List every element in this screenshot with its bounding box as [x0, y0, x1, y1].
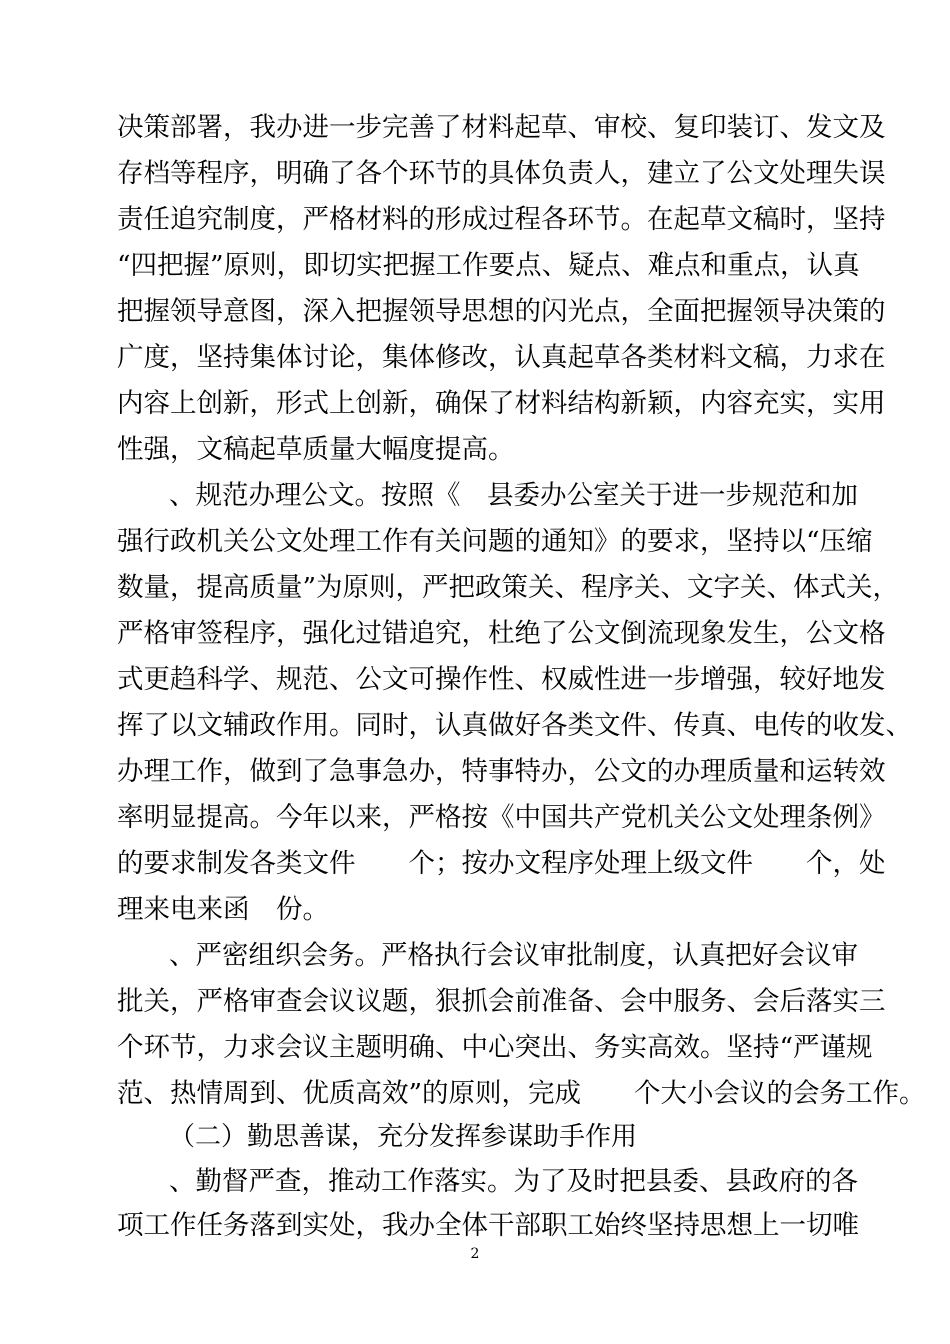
text-line: 式更趋科学、规范、公文可操作性、权威性进一步增强，较好地发 [117, 664, 886, 695]
text-line: 率明显提高。今年以来，严格按《中国共产党机关公文处理条例》 [117, 802, 886, 833]
text-line: 、规范办理公文。按照《 县委办公室关于进一步规范和加 [169, 480, 858, 511]
text-line: 个环节，力求会议主题明确、中心突出、务实高效。坚持“严谨规 [117, 1032, 873, 1063]
text-line: 理来电来函 份。 [117, 894, 329, 925]
section-heading: （二）勤思善谋，充分发挥参谋助手作用 [169, 1122, 638, 1152]
text-line: 项工作任务落到实处，我办全体干部职工始终坚持思想上一切唯 [117, 1210, 859, 1241]
text-line: 决策部署，我办进一步完善了材料起草、审校、复印装订、发文及 [117, 112, 886, 143]
text-line: 范、热情周到、优质高效”的原则，完成 个大小会议的会务工作。 [117, 1078, 926, 1109]
text-line: 、严密组织会务。严格执行会议审批制度，认真把好会议审 [169, 940, 858, 971]
text-line: 内容上创新，形式上创新，确保了材料结构新颖，内容充实，实用 [117, 388, 886, 419]
page-number: 2 [470, 1246, 480, 1262]
text-line: 数量，提高质量”为原则，严把政策关、程序关、文字关、体式关， [117, 572, 900, 603]
text-line: 把握领导意图，深入把握领导思想的闪光点，全面把握领导决策的 [117, 296, 886, 327]
text-line: 办理工作，做到了急事急办，特事特办，公文的办理质量和运转效 [117, 756, 886, 787]
text-line: 广度，坚持集体讨论，集体修改，认真起草各类材料文稿，力求在 [117, 342, 886, 373]
text-line: 、勤督严查，推动工作落实。为了及时把县委、县政府的各 [169, 1166, 858, 1197]
text-line: 批关，严格审查会议议题，狠抓会前准备、会中服务、会后落实三 [117, 986, 886, 1017]
text-line: 存档等程序，明确了各个环节的具体负责人，建立了公文处理失误 [117, 158, 886, 189]
text-line: 严格审签程序，强化过错追究，杜绝了公文倒流现象发生，公文格 [117, 618, 886, 649]
text-line: 责任追究制度，严格材料的形成过程各环节。在起草文稿时，坚持 [117, 204, 886, 235]
text-line: 强行政机关公文处理工作有关问题的通知》的要求，坚持以“压缩 [117, 526, 873, 557]
text-line: 挥了以文辅政作用。同时，认真做好各类文件、传真、电传的收发、 [117, 710, 912, 741]
text-line: 的要求制发各类文件 个；按办文程序处理上级文件 个，处 [117, 848, 886, 879]
text-line: “四把握”原则，即切实把握工作要点、疑点、难点和重点，认真 [117, 250, 860, 281]
text-line: 性强，文稿起草质量大幅度提高。 [117, 434, 515, 465]
